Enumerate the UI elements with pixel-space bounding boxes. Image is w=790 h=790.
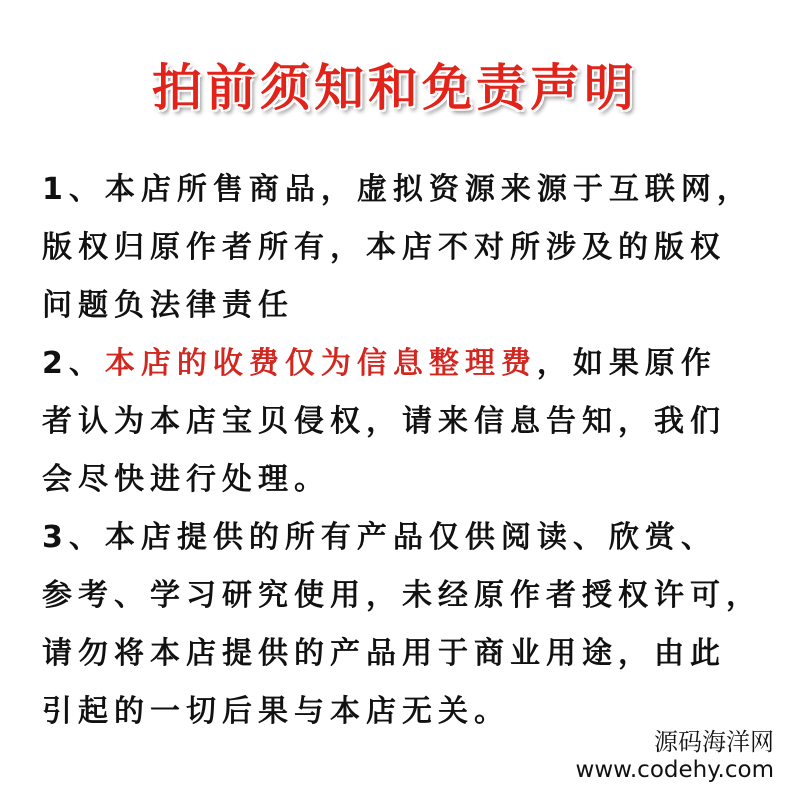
notice-line: 版权归原作者所有，本店不对所涉及的版权	[42, 230, 726, 265]
notice-line: 会尽快进行处理。	[42, 462, 330, 497]
notice-line: 者认为本店宝贝侵权，请来信息告知，我们	[42, 404, 726, 439]
notice-line: 引起的一切后果与本店无关。	[42, 694, 510, 729]
notice-line: 1、本店所售商品，虚拟资源来源于互联网，	[42, 172, 753, 207]
notice-line: 3、本店提供的所有产品仅供阅读、欣赏、	[42, 520, 717, 555]
watermark	[576, 728, 774, 784]
notice-line: 参考、学习研究使用，未经原作者授权许可，	[42, 578, 762, 613]
line-rest: ，如果原作	[536, 346, 717, 381]
watermark-name: 源码海洋网	[654, 728, 774, 756]
notice-line: 问题负法律责任	[42, 288, 294, 323]
watermark-url: www.codehy.com	[575, 757, 774, 783]
notice-line: 请勿将本店提供的产品用于商业用途，由此	[42, 636, 726, 671]
section-number: 2、	[42, 346, 105, 381]
highlighted-text: 本店的收费仅为信息整理费	[104, 346, 537, 381]
notice-title: 拍前须知和免责声明	[152, 59, 638, 117]
notice-body	[42, 161, 782, 741]
notice-line-highlighted	[42, 335, 782, 393]
